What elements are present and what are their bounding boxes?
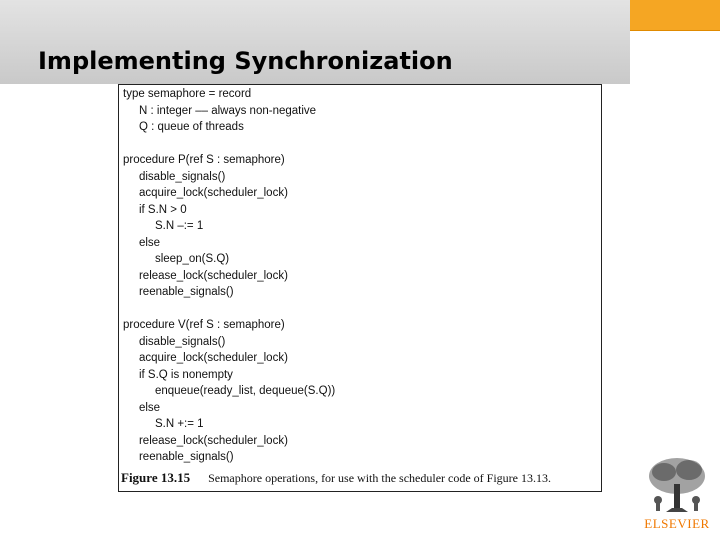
code-line: release_lock(scheduler_lock) xyxy=(123,434,288,447)
code-line xyxy=(123,301,593,318)
code-line: reenable_signals() xyxy=(123,451,234,463)
code-line: acquire_lock(scheduler_lock) xyxy=(123,352,288,364)
code-line xyxy=(123,136,593,153)
code-line: S.N –:= 1 xyxy=(123,220,204,232)
code-listing xyxy=(123,86,593,466)
code-line: reenable_signals() xyxy=(123,286,234,298)
code-line: N : integer –– always non-negative xyxy=(123,104,317,117)
code-line: else xyxy=(123,236,161,249)
code-line: disable_signals() xyxy=(123,335,226,348)
elsevier-tree-icon xyxy=(644,456,710,514)
code-line: if S.N > 0 xyxy=(123,203,187,216)
code-line: if S.Q is nonempty xyxy=(123,368,233,381)
title-bar xyxy=(0,0,630,84)
code-line: Q : queue of threads xyxy=(123,121,244,133)
slide-title: Implementing Synchronization xyxy=(38,47,453,75)
code-line: release_lock(scheduler_lock) xyxy=(123,269,288,282)
figure-label: Figure 13.15 xyxy=(121,470,191,485)
accent-line xyxy=(630,30,720,31)
code-line: type semaphore = record xyxy=(123,88,252,100)
code-line: sleep_on(S.Q) xyxy=(123,253,230,265)
accent-bar xyxy=(630,0,720,30)
code-line: else xyxy=(123,401,161,414)
publisher-name: ELSEVIER xyxy=(644,516,710,531)
code-line: disable_signals() xyxy=(123,170,226,183)
code-line: acquire_lock(scheduler_lock) xyxy=(123,187,288,199)
figure-caption-text: Semaphore operations, for use with the scheduler code of Figure 13.13. xyxy=(208,471,552,485)
code-line: enqueue(ready_list, dequeue(S.Q)) xyxy=(123,385,336,397)
elsevier-logo xyxy=(638,456,716,536)
figure-caption xyxy=(121,469,599,487)
code-line: S.N +:= 1 xyxy=(123,418,204,430)
code-line: procedure P(ref S : semaphore) xyxy=(123,154,285,166)
code-line: procedure V(ref S : semaphore) xyxy=(123,319,285,331)
code-figure xyxy=(118,84,602,492)
